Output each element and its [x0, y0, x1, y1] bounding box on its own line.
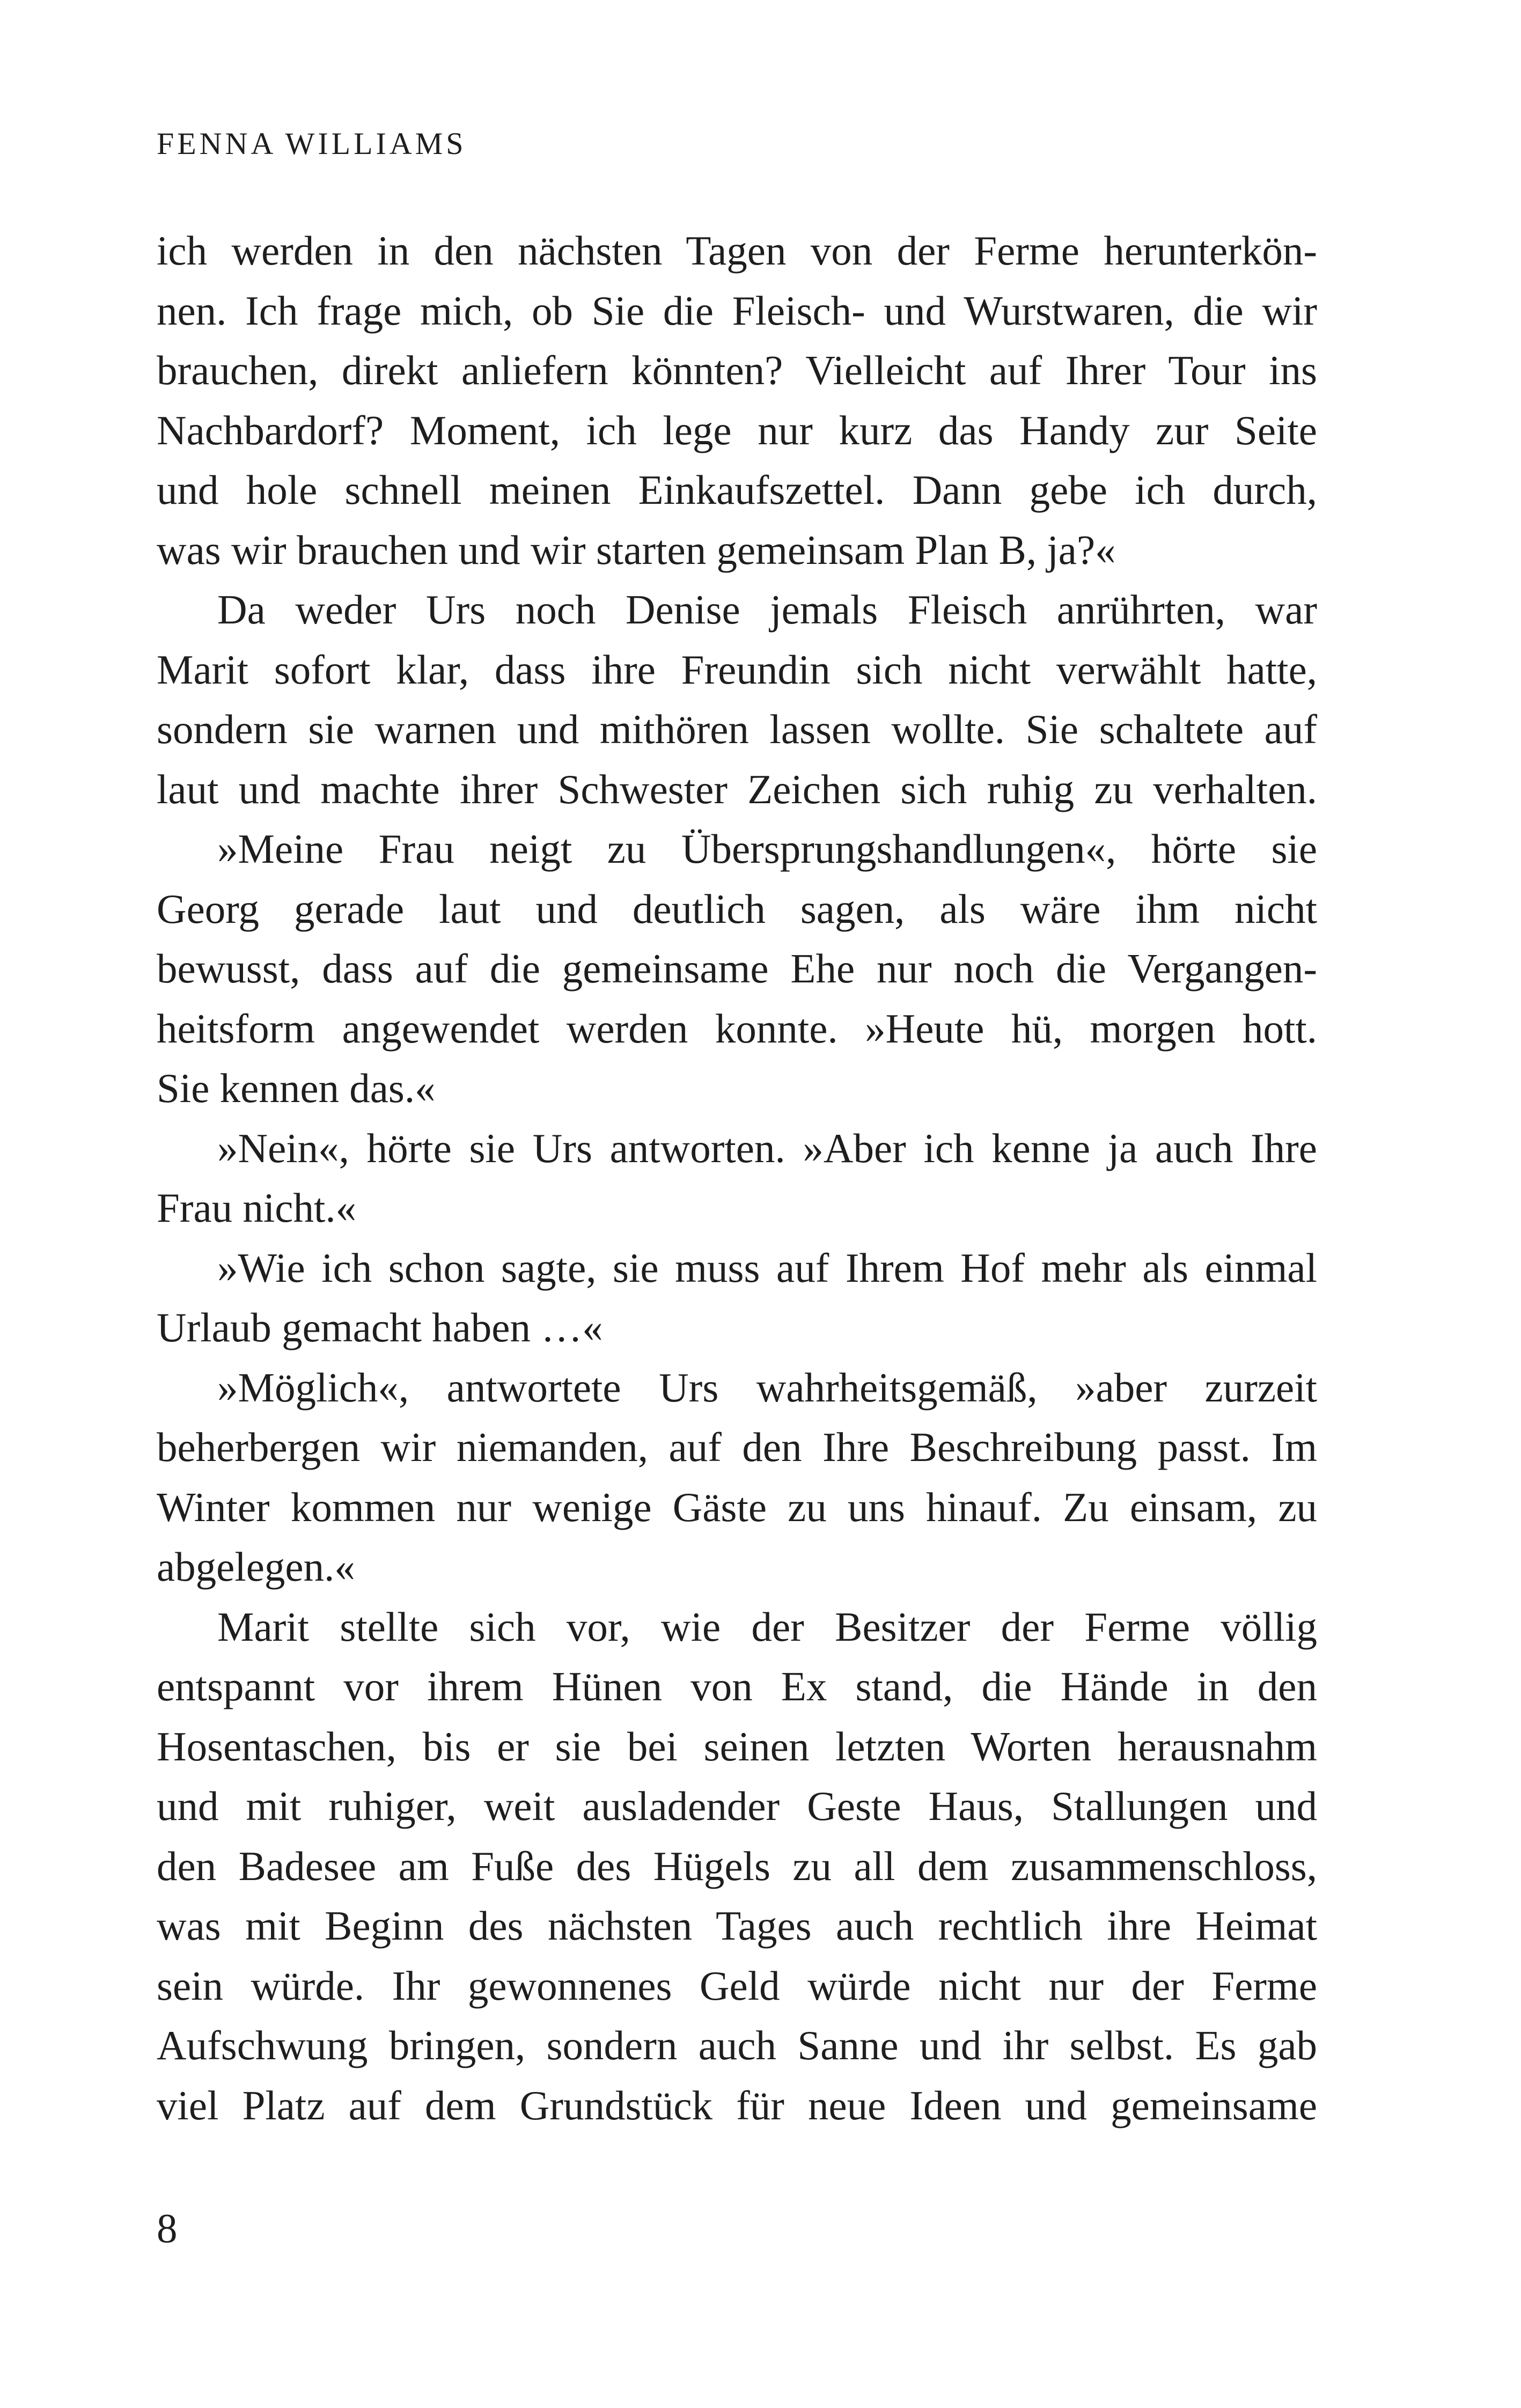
- body-text: [157, 221, 1317, 2135]
- text-line: viel Platz auf dem Grundstück für neue Ideen und gemeinsame: [157, 2082, 1317, 2128]
- text-line: Hosentaschen, bis er sie bei seinen letzten Worten herausnahm: [157, 1723, 1317, 1770]
- text-line: entspannt vor ihrem Hünen von Ex stand, die Hände in den: [157, 1663, 1317, 1709]
- text-line: »Wie ich schon sagte, sie muss auf Ihrem Hof mehr als einmal: [217, 1244, 1317, 1291]
- text-line: »Meine Frau neigt zu Übersprungshandlungen«, hörte sie: [217, 826, 1317, 872]
- text-line: Sie kennen das.«: [157, 1065, 436, 1111]
- text-line: »Nein«, hörte sie Urs antworten. »Aber ich kenne ja auch Ihre: [217, 1125, 1317, 1171]
- text-line: was mit Beginn des nächsten Tages auch rechtlich ihre Heimat: [157, 1903, 1317, 1949]
- text-line: Urlaub gemacht haben …«: [157, 1304, 603, 1350]
- text-line: laut und machte ihrer Schwester Zeichen sich ruhig zu verhalten.: [157, 766, 1317, 812]
- text-line: »Möglich«, antwortete Urs wahrheitsgemäß, »aber zurzeit: [217, 1364, 1317, 1411]
- text-line: sein würde. Ihr gewonnenes Geld würde nicht nur der Ferme: [157, 1962, 1317, 2009]
- text-line: den Badesee am Fuße des Hügels zu all dem zusammenschloss,: [157, 1842, 1317, 1889]
- page-number: 8: [157, 2205, 178, 2251]
- text-line: Nachbardorf? Moment, ich lege nur kurz das Handy zur Seite: [157, 407, 1317, 453]
- text-line: Winter kommen nur wenige Gäste zu uns hinauf. Zu einsam, zu: [157, 1484, 1317, 1530]
- text-line: abgelegen.«: [157, 1544, 355, 1590]
- text-line: nen. Ich frage mich, ob Sie die Fleisch- und Wurstwaren, die wir: [157, 287, 1317, 334]
- text-line: und hole schnell meinen Einkaufszettel. Dann gebe ich durch,: [157, 467, 1317, 513]
- text-line: und mit ruhiger, weit ausladender Geste Haus, Stallungen und: [157, 1783, 1317, 1829]
- text-line: Marit stellte sich vor, wie der Besitzer der Ferme völlig: [217, 1603, 1317, 1650]
- text-line: beherbergen wir niemanden, auf den Ihre Beschreibung passt. Im: [157, 1424, 1317, 1470]
- text-line: Frau nicht.«: [157, 1185, 357, 1231]
- text-line: Georg gerade laut und deutlich sagen, als wäre ihm nicht: [157, 885, 1317, 932]
- text-line: brauchen, direkt anliefern könnten? Vielleicht auf Ihrer Tour ins: [157, 347, 1317, 393]
- text-line: sondern sie warnen und mithören lassen wollte. Sie schaltete auf: [157, 706, 1317, 752]
- text-line: was wir brauchen und wir starten gemeinsam Plan B, ja?«: [157, 526, 1116, 573]
- text-line: bewusst, dass auf die gemeinsame Ehe nur noch die Vergangen-: [157, 945, 1317, 992]
- text-line: ich werden in den nächsten Tagen von der Ferme herunterkön-: [157, 227, 1317, 274]
- text-line: Marit sofort klar, dass ihre Freundin sich nicht verwählt hatte,: [157, 646, 1317, 693]
- running-head: FENNA WILLIAMS: [157, 126, 467, 161]
- text-line: Aufschwung bringen, sondern auch Sanne und ihr selbst. Es gab: [157, 2022, 1317, 2068]
- text-line: Da weder Urs noch Denise jemals Fleisch anrührten, war: [217, 586, 1317, 633]
- text-line: heitsform angewendet werden konnte. »Heute hü, morgen hott.: [157, 1005, 1317, 1052]
